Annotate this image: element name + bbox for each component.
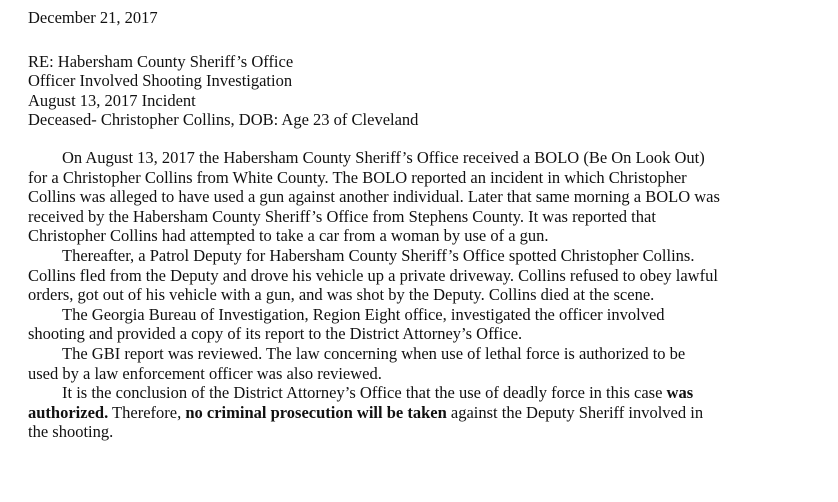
text-line: On August 13, 2017 the Habersham County Sheriff’s Office received a BOLO (Be On Look Out) (62, 147, 705, 167)
text-line: used by a law enforcement officer was also reviewed. (28, 363, 382, 383)
emphasis-text: was (666, 383, 694, 403)
subject-line: August 13, 2017 Incident (28, 90, 196, 110)
paragraph-conclusion (28, 383, 828, 442)
text-line: Christopher Collins had attempted to take a car from a woman by use of a gun. (28, 226, 549, 246)
subject-line: Officer Involved Shooting Investigation (28, 71, 293, 91)
text-line: Thereafter, a Patrol Deputy for Habersham County Sheriff’s Office spotted Christopher Collins. (62, 245, 695, 265)
letter-date: December 21, 2017 (28, 8, 158, 27)
emphasis-text: no criminal prosecution will be taken (185, 402, 447, 422)
text-line (28, 383, 828, 403)
letter-document (28, 8, 828, 442)
text-line: The Georgia Bureau of Investigation, Region Eight office, investigated the officer involved (62, 304, 665, 324)
paragraph-gbi (28, 305, 828, 344)
text-line: Collins fled from the Deputy and drove his vehicle up a private driveway. Collins refused to obey lawful (28, 265, 718, 285)
text-span: Therefore, (108, 402, 186, 422)
text-line (28, 403, 828, 423)
emphasis-text: authorized. (28, 402, 109, 422)
text-span: against the Deputy Sheriff involved in (446, 402, 704, 422)
text-line: the shooting. (28, 422, 114, 442)
paragraph-bolo (28, 148, 828, 246)
paragraph-shooting (28, 246, 828, 305)
text-line: for a Christopher Collins from White County. The BOLO reported an incident in which Christopher (28, 167, 687, 187)
text-line: received by the Habersham County Sheriff’s Office from Stephens County. It was reported that (28, 206, 656, 226)
subject-block (28, 52, 828, 130)
text-line: The GBI report was reviewed. The law concerning when use of lethal force is authorized to be (62, 343, 686, 363)
text-span: It is the conclusion of the District Attorney’s Office that the use of deadly force in this case (62, 383, 667, 403)
text-line: shooting and provided a copy of its report to the District Attorney’s Office. (28, 324, 523, 344)
text-line: Collins was alleged to have used a gun against another individual. Later that same morning a BOLO was (28, 187, 720, 207)
paragraph-review (28, 344, 828, 383)
subject-line: Deceased- Christopher Collins, DOB: Age 23 of Cleveland (28, 110, 419, 130)
subject-line: RE: Habersham County Sheriff’s Office (28, 51, 294, 71)
text-line: orders, got out of his vehicle with a gun, and was shot by the Deputy. Collins died at the scene. (28, 285, 655, 305)
